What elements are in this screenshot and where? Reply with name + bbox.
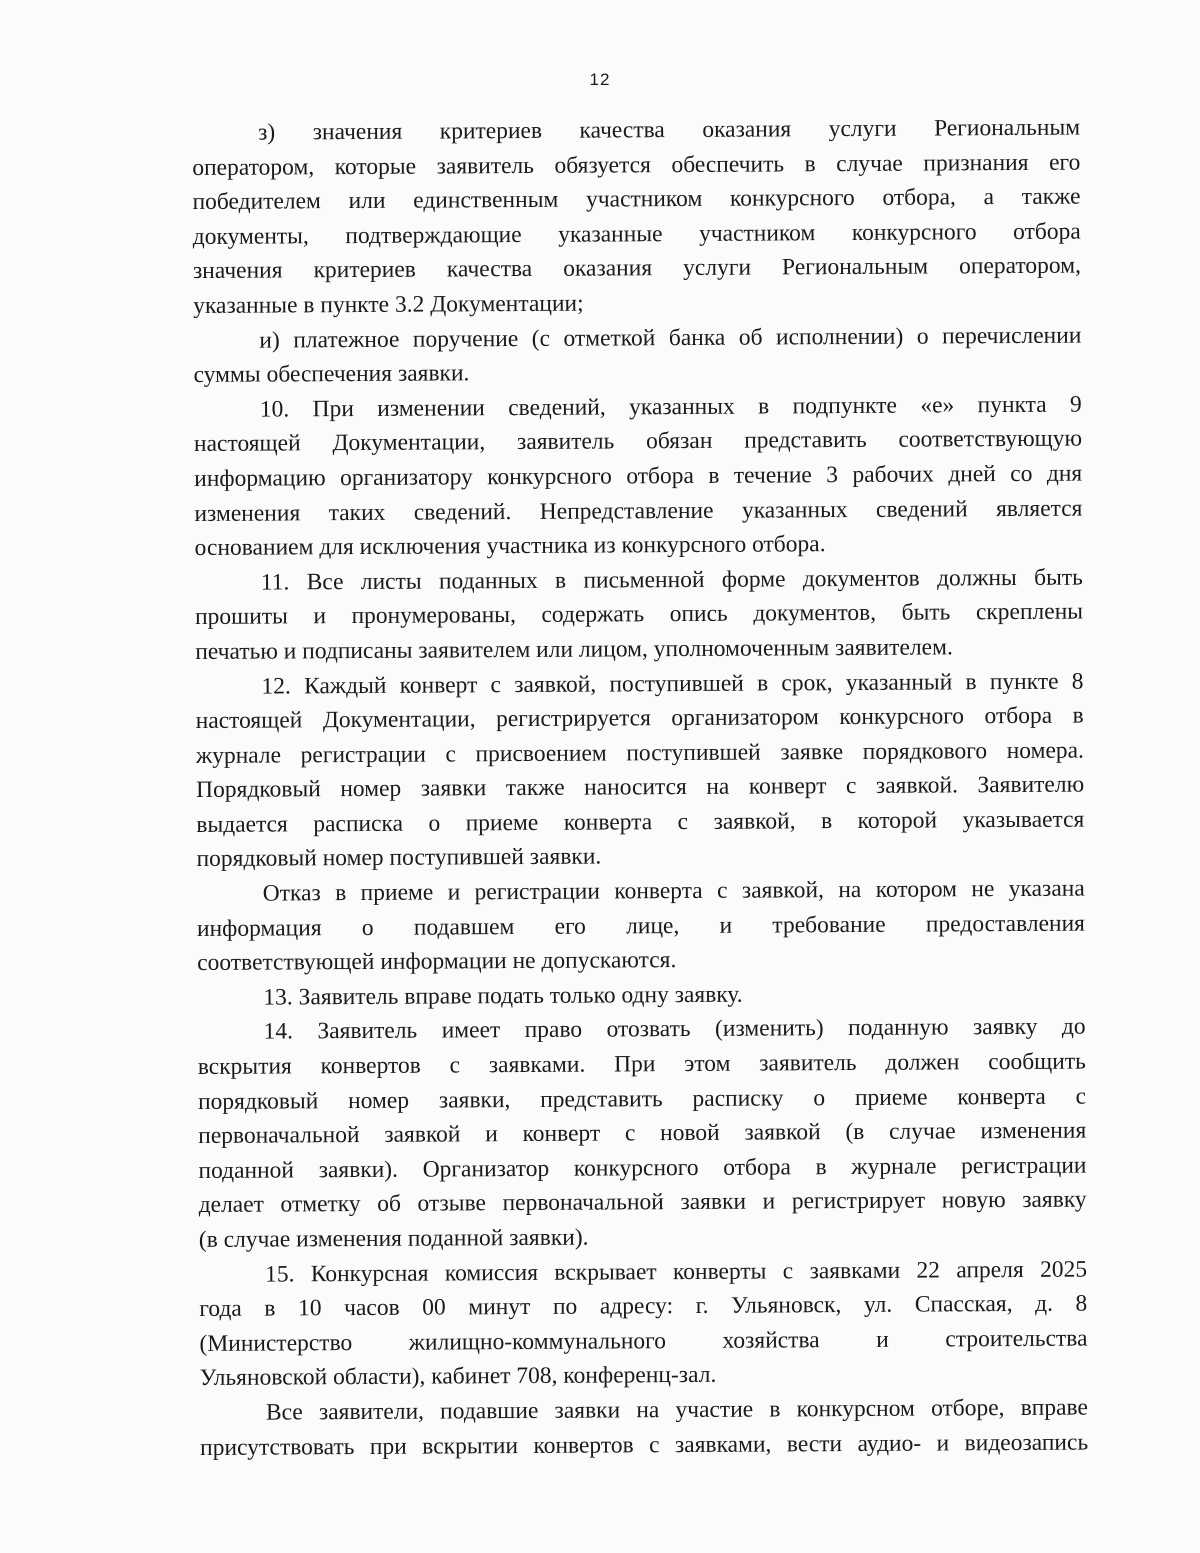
text-line: суммы обеспечения заявки.	[193, 360, 470, 389]
text-line: присутствовать при вскрытии конвертов с заявками, вести аудио- и видеозапись	[200, 1429, 1089, 1461]
text-line: порядковый номер поступившей заявки.	[196, 843, 602, 873]
text-line: соответствующей информации не допускаются.	[197, 947, 677, 977]
text-line: года в 10 часов 00 минут по адресу: г. Ульяновск, ул. Спасская, д. 8	[199, 1290, 1088, 1323]
text-line: делает отметку об отзыве первоначальной заявки и регистрирует новую заявку	[198, 1186, 1087, 1219]
text-line: Ульяновской области), кабинет 708, конференц-зал.	[199, 1362, 717, 1392]
paragraph	[195, 560, 1084, 669]
text-line: настоящей Документации, заявитель обязан представить соответствующую	[193, 425, 1083, 458]
text-line: основанием для исключения участника из конкурсного отбора.	[194, 531, 826, 562]
text-line: изменения таких сведений. Непредставление указанных сведений является	[194, 495, 1083, 527]
text-line: документы, подтверждающие указанные участником конкурсного отбора	[192, 218, 1081, 250]
text-line: журнале регистрации с присвоением поступившей заявке порядкового номера.	[195, 737, 1084, 769]
page-number: 12	[589, 70, 611, 89]
text-line: з) значения критериев качества оказания услуги Региональным	[258, 114, 1081, 146]
paragraph	[195, 664, 1084, 877]
paragraph	[193, 318, 1081, 393]
text-line: первоначальной заявкой и конверт с новой заявкой (в случае изменения	[198, 1117, 1087, 1150]
text-line: указанные в пункте 3.2 Документации;	[193, 290, 584, 319]
text-line: Все заявители, подавшие заявки на участие в конкурсном отборе, вправе	[265, 1394, 1088, 1426]
text-line: 14. Заявитель имеет право отозвать (изменить) поданную заявку до	[263, 1013, 1086, 1046]
text-line: Отказ в приеме и регистрации конверта с заявкой, на котором не указана	[262, 875, 1085, 907]
paragraph	[197, 975, 1085, 1015]
text-line: поданной заявки). Организатор конкурсного отбора в журнале регистрации	[198, 1152, 1087, 1184]
paragraph	[192, 111, 1081, 324]
text-line: победителем или единственным участником конкурсного отбора, а также	[192, 183, 1081, 216]
text-line: 10. При изменении сведений, указанных в подпункте «е» пункта 9	[259, 391, 1082, 423]
text-line: вскрытия конвертов с заявками. При этом заявитель должен сообщить	[197, 1048, 1086, 1081]
text-line: 12. Каждый конверт с заявкой, поступившей в срок, указанный в пункте 8	[261, 668, 1084, 700]
text-line: (в случае изменения поданной заявки).	[198, 1224, 589, 1253]
text-line: 13. Заявитель вправе подать только одну заявку.	[263, 981, 743, 1011]
text-line: печатью и подписаны заявителем или лицом, уполномоченным заявителем.	[195, 634, 953, 665]
text-line: прошиты и пронумерованы, содержать опись документов, быть скреплены	[194, 598, 1084, 631]
document-body	[192, 111, 1088, 1466]
text-line: порядковый номер заявки, представить расписку о приеме конверта с	[197, 1083, 1087, 1115]
text-line: 15. Конкурсная комиссия вскрывает конверты с заявками 22 апреля 2025	[264, 1256, 1088, 1288]
text-line: и) платежное поручение (с отметкой банка об исполнении) о перечислении	[259, 322, 1082, 354]
text-line: информация о подавшем его лице, и требование предоставления	[196, 910, 1086, 942]
text-line: настоящей Документации, регистрируется организатором конкурсного отбора в	[195, 702, 1084, 735]
paragraph	[194, 387, 1083, 565]
text-line: Порядковый номер заявки также наносится на конверт с заявкой. Заявителю	[196, 771, 1085, 804]
text-line: значения критериев качества оказания услуги Региональным оператором,	[192, 252, 1082, 285]
text-line: 11. Все листы поданных в письменной форме документов должны быть	[260, 564, 1083, 596]
paragraph	[199, 1252, 1088, 1396]
paragraph	[200, 1391, 1088, 1466]
text-line: (Министерство жилищно-коммунального хозяйства и строительства	[199, 1325, 1088, 1357]
text-line: информацию организатору конкурсного отбора в течение 3 рабочих дней со дня	[194, 460, 1083, 492]
paragraph	[197, 1010, 1086, 1258]
paragraph	[197, 872, 1086, 981]
text-line: выдается расписка о приеме конверта с заявкой, в которой указывается	[196, 806, 1085, 838]
text-line: оператором, которые заявитель обязуется обеспечить в случае признания его	[192, 149, 1081, 181]
